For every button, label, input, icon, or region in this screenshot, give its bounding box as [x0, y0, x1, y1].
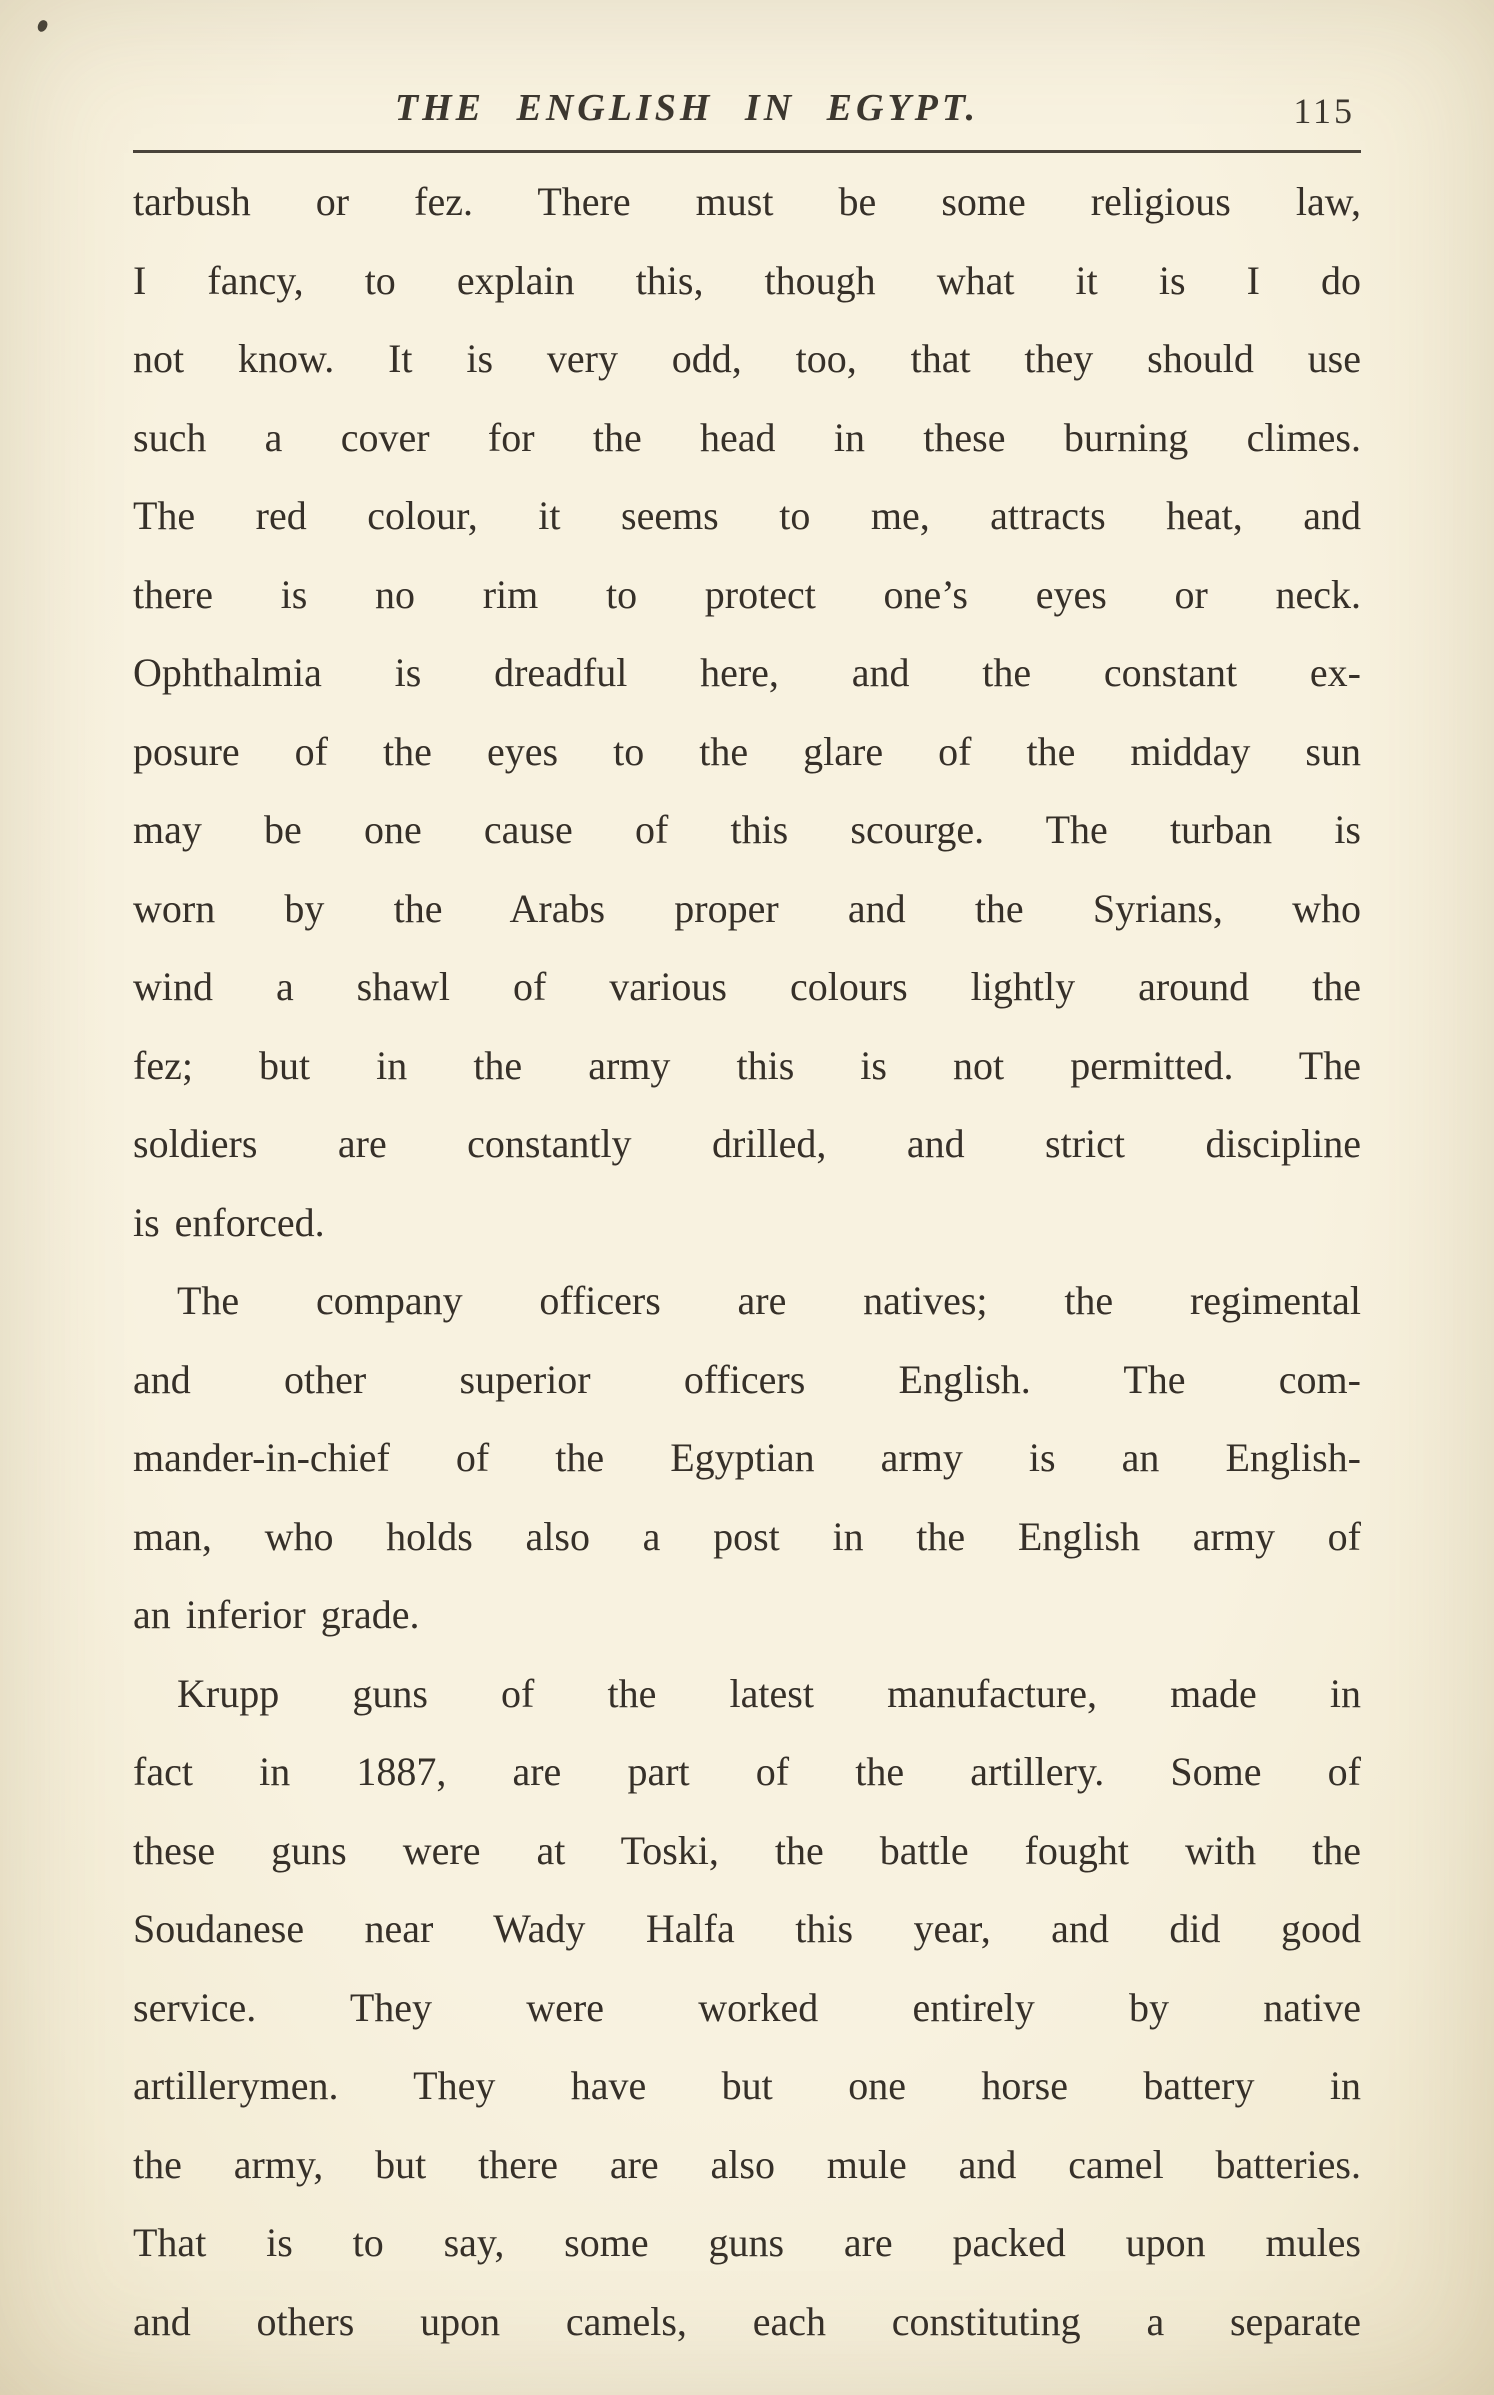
header-rule — [133, 150, 1361, 153]
text-line: artillerymen. They have but one horse battery in — [133, 2063, 1361, 2108]
text-line: fez; but in the army this is not permitted. The — [133, 1042, 1361, 1088]
text-line: man, who holds also a post in the English army of — [133, 1513, 1361, 1559]
text-line: Ophthalmia is dreadful here, and the constant ex- — [133, 650, 1361, 695]
text-line: wind a shawl of various colours lightly around the — [133, 964, 1361, 1009]
text-line: such a cover for the head in these burning climes. — [133, 414, 1361, 460]
text-line: is enforced. — [133, 1199, 325, 1245]
text-line: these guns were at Toski, the battle fought with the — [133, 1827, 1361, 1873]
text-line: mander-in-chief of the Egyptian army is an English- — [133, 1435, 1361, 1480]
text-line: That is to say, some guns are packed upon mules — [133, 2220, 1361, 2265]
text-body — [133, 163, 1361, 2361]
running-head — [133, 86, 1361, 138]
paragraph — [133, 1262, 1361, 1655]
text-line: and other superior officers English. The com- — [133, 1356, 1361, 1402]
text-line: soldiers are constantly drilled, and strict discipline — [133, 1121, 1361, 1166]
text-line: tarbush or fez. There must be some religious law, — [133, 179, 1361, 224]
text-line: The red colour, it seems to me, attracts heat, and — [133, 493, 1361, 538]
paragraph — [133, 1655, 1361, 2362]
text-line: may be one cause of this scourge. The turban is — [133, 807, 1361, 852]
ink-speck — [36, 19, 48, 33]
paragraph — [133, 163, 1361, 1262]
text-line: fact in 1887, are part of the artillery. Some of — [133, 1749, 1361, 1794]
text-line: and others upon camels, each constituting a separate — [133, 2298, 1361, 2344]
text-line: not know. It is very odd, too, that they should use — [133, 336, 1361, 381]
text-line: I fancy, to explain this, though what it is I do — [133, 257, 1361, 303]
text-line: an inferior grade. — [133, 1592, 420, 1637]
text-line: The company officers are natives; the regimental — [177, 1278, 1361, 1323]
text-line: service. They were worked entirely by native — [133, 1984, 1361, 2030]
text-line: posure of the eyes to the glare of the midday sun — [133, 728, 1361, 774]
text-line: Soudanese near Wady Halfa this year, and did good — [133, 1906, 1361, 1951]
running-title: THE ENGLISH IN EGYPT. — [394, 87, 980, 129]
text-line: Krupp guns of the latest manufacture, made in — [177, 1670, 1361, 1716]
page-number: 115 — [1293, 91, 1355, 131]
text-line: the army, but there are also mule and camel batteries. — [133, 2141, 1361, 2187]
text-line: worn by the Arabs proper and the Syrians, who — [133, 885, 1361, 931]
text-line: there is no rim to protect one’s eyes or neck. — [133, 571, 1361, 617]
